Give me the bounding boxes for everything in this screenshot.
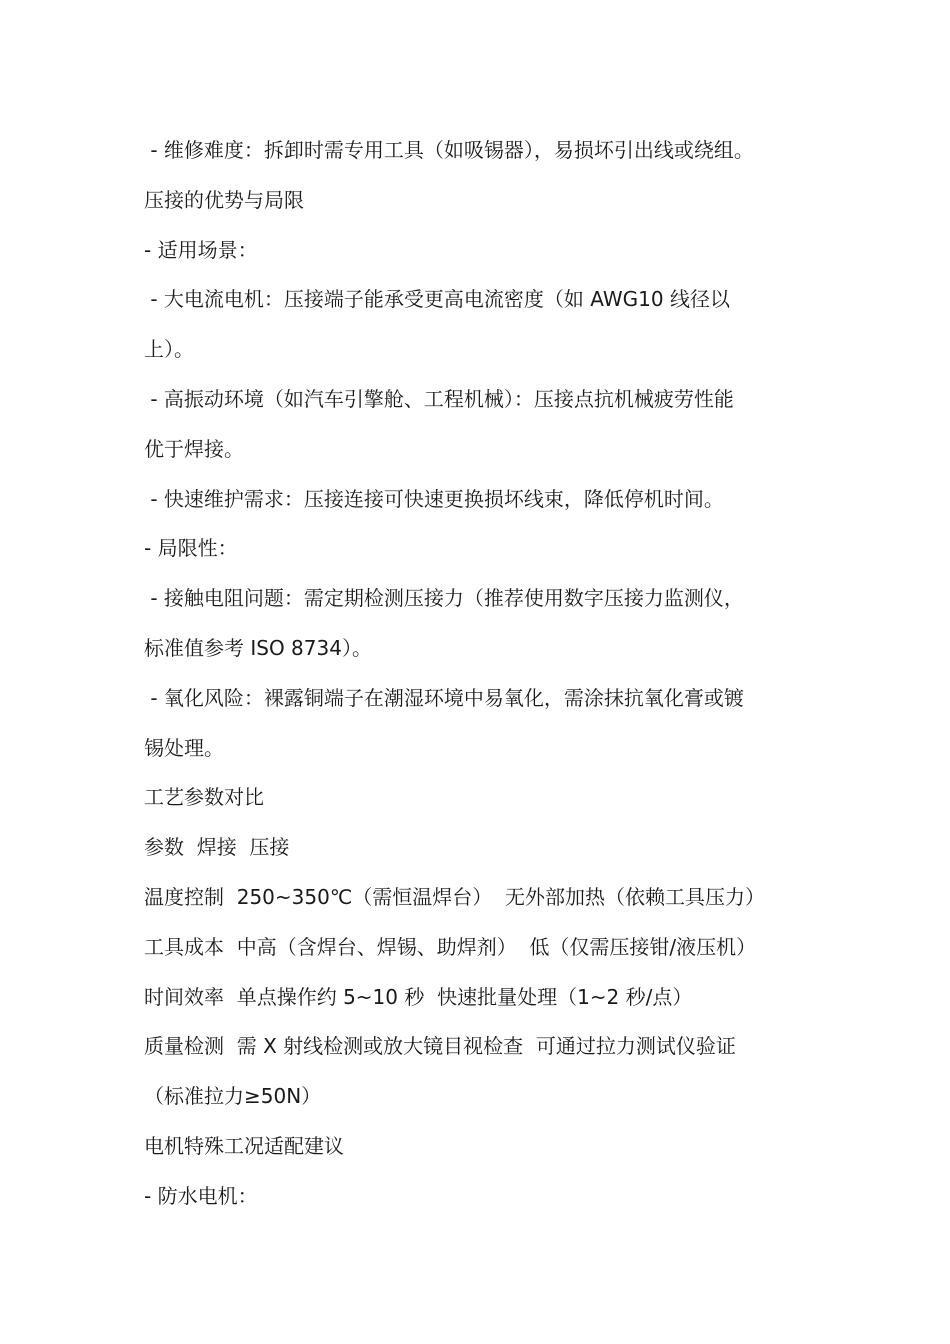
text-line: 上）。 — [144, 337, 194, 362]
table-row: 质量检测 需 X 射线检测或放大镜目视检查 可通过拉力测试仪验证 — [144, 1034, 736, 1059]
text-line: 标准值参考 ISO 8734）。 — [144, 635, 372, 660]
text-line: - 大电流电机：压接端子能承受更高电流密度（如 AWG10 线径以 — [144, 287, 730, 312]
table-header-row: 参数 焊接 压接 — [144, 835, 290, 860]
text-line: 锡处理。 — [144, 735, 224, 760]
text-line: - 快速维护需求：压接连接可快速更换损坏线束，降低停机时间。 — [144, 486, 724, 511]
text-line: 优于焊接。 — [144, 436, 244, 461]
text-line: - 局限性： — [144, 536, 238, 561]
text-line: - 维修难度：拆卸时需专用工具（如吸锡器），易损坏引出线或绕组。 — [144, 138, 754, 162]
text-line: - 高振动环境（如汽车引擎舱、工程机械）：压接点抗机械疲劳性能 — [144, 386, 734, 411]
table-row: 时间效率 单点操作约 5~10 秒 快速批量处理（1~2 秒/点） — [144, 984, 693, 1009]
table-row-continuation: （标准拉力≥50N） — [144, 1084, 322, 1109]
text-line: - 接触电阻问题：需定期检测压接力（推荐使用数字压接力监测仪， — [144, 586, 744, 611]
section-heading: 电机特殊工况适配建议 — [144, 1133, 344, 1158]
text-line: - 氧化风险：裸露铜端子在潮湿环境中易氧化，需涂抹抗氧化膏或镀 — [144, 685, 744, 710]
table-row: 温度控制 250~350℃（需恒温焊台） 无外部加热（依赖工具压力） — [144, 884, 765, 909]
section-heading: 工艺参数对比 — [144, 785, 264, 810]
document-body — [144, 126, 814, 1222]
section-heading: 压接的优势与局限 — [144, 187, 304, 212]
text-line: - 防水电机： — [144, 1183, 258, 1208]
text-line: - 适用场景： — [144, 237, 258, 262]
table-row: 工具成本 中高（含焊台、焊锡、助焊剂） 低（仅需压接钳/液压机） — [144, 934, 757, 959]
